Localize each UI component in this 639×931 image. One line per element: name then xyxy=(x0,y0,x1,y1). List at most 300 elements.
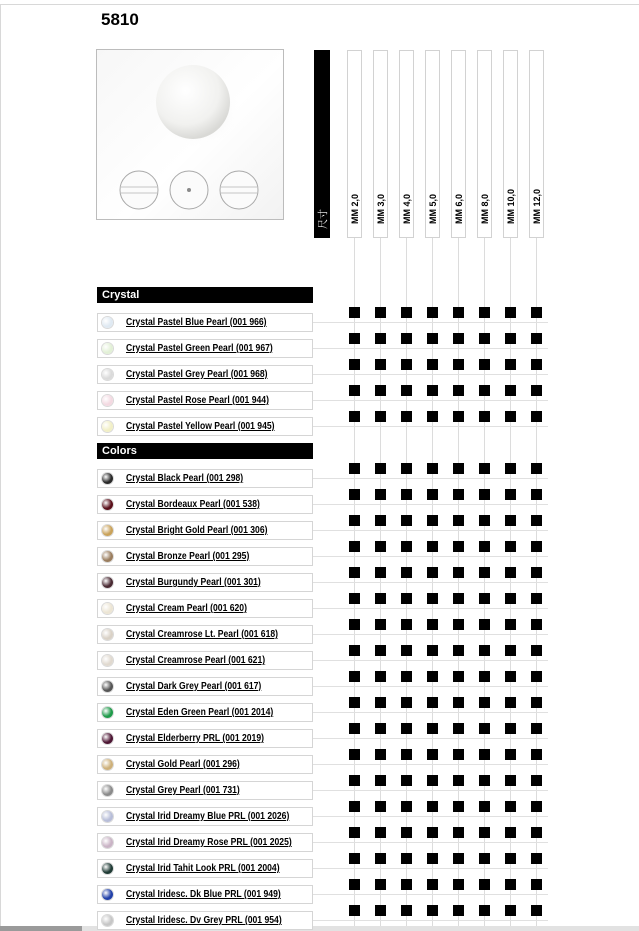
pearl-swatch-icon xyxy=(102,889,113,900)
color-row[interactable] xyxy=(97,807,313,826)
availability-mark xyxy=(401,801,412,812)
availability-mark xyxy=(427,723,438,734)
availability-mark xyxy=(401,645,412,656)
row-guide-line xyxy=(313,582,548,583)
color-name-link[interactable]: Crystal Pastel Blue Pearl (001 966) xyxy=(126,317,267,328)
availability-mark xyxy=(479,593,490,604)
availability-mark xyxy=(505,515,516,526)
availability-mark xyxy=(479,541,490,552)
availability-mark xyxy=(453,359,464,370)
availability-mark xyxy=(453,619,464,630)
availability-mark xyxy=(505,333,516,344)
color-name-link[interactable]: Crystal Bronze Pearl (001 295) xyxy=(126,551,250,562)
availability-mark xyxy=(479,749,490,760)
color-name-link[interactable]: Crystal Eden Green Pearl (001 2014) xyxy=(126,707,274,718)
row-guide-line xyxy=(313,920,548,921)
row-guide-line xyxy=(313,790,548,791)
color-row[interactable] xyxy=(97,677,313,696)
availability-mark xyxy=(349,749,360,760)
availability-mark xyxy=(349,853,360,864)
availability-mark xyxy=(375,775,386,786)
color-row[interactable] xyxy=(97,911,313,930)
availability-mark xyxy=(505,671,516,682)
availability-mark xyxy=(349,463,360,474)
availability-mark xyxy=(375,905,386,916)
availability-mark xyxy=(531,801,542,812)
size-label: 尺寸 xyxy=(318,209,330,229)
availability-mark xyxy=(453,489,464,500)
left-border xyxy=(0,4,1,931)
availability-mark xyxy=(427,827,438,838)
availability-mark xyxy=(505,463,516,474)
availability-mark xyxy=(401,489,412,500)
color-row[interactable] xyxy=(97,599,313,618)
availability-mark xyxy=(531,879,542,890)
row-guide-line xyxy=(313,868,548,869)
pearl-swatch-icon xyxy=(102,369,113,380)
availability-mark xyxy=(349,541,360,552)
row-guide-line xyxy=(313,322,548,323)
availability-mark xyxy=(505,307,516,318)
availability-mark xyxy=(349,489,360,500)
availability-mark xyxy=(401,333,412,344)
availability-mark xyxy=(349,697,360,708)
availability-mark xyxy=(349,567,360,578)
pearl-swatch-icon xyxy=(102,759,113,770)
size-column-header xyxy=(425,50,440,238)
availability-mark xyxy=(531,567,542,578)
availability-mark xyxy=(375,385,386,396)
availability-mark xyxy=(505,619,516,630)
color-row[interactable] xyxy=(97,755,313,774)
availability-mark xyxy=(505,775,516,786)
product-image xyxy=(96,49,284,220)
availability-mark xyxy=(479,905,490,916)
color-name-link[interactable]: Crystal Bright Gold Pearl (001 306) xyxy=(126,525,268,536)
availability-mark xyxy=(427,385,438,396)
pearl-illustration xyxy=(97,50,283,219)
color-name-link[interactable]: Crystal Creamrose Lt. Pearl (001 618) xyxy=(126,629,279,640)
availability-mark xyxy=(375,463,386,474)
availability-mark xyxy=(531,619,542,630)
availability-mark xyxy=(453,515,464,526)
size-column-header xyxy=(451,50,466,238)
size-label-text: MM 8,0 xyxy=(479,193,490,224)
availability-mark xyxy=(375,645,386,656)
color-row[interactable] xyxy=(97,469,313,488)
availability-mark xyxy=(479,853,490,864)
availability-mark xyxy=(479,827,490,838)
color-name-link[interactable]: Crystal Elderberry PRL (001 2019) xyxy=(126,733,265,744)
availability-mark xyxy=(427,593,438,604)
scrollbar-thumb[interactable] xyxy=(0,926,82,931)
color-row[interactable] xyxy=(97,391,313,410)
size-label-text: MM 5,0 xyxy=(427,193,438,224)
availability-mark xyxy=(505,359,516,370)
availability-mark xyxy=(453,593,464,604)
row-guide-line xyxy=(313,842,548,843)
pearl-swatch-icon xyxy=(102,551,113,562)
availability-mark xyxy=(453,645,464,656)
pearl-swatch-icon xyxy=(102,577,113,588)
row-guide-line xyxy=(313,686,548,687)
color-row[interactable] xyxy=(97,625,313,644)
availability-mark xyxy=(531,853,542,864)
availability-mark xyxy=(453,775,464,786)
pearl-swatch-icon xyxy=(102,629,113,640)
size-label-text: MM 6,0 xyxy=(453,193,464,224)
availability-mark xyxy=(401,515,412,526)
availability-mark xyxy=(375,307,386,318)
pearl-swatch-icon xyxy=(102,733,113,744)
color-row[interactable] xyxy=(97,313,313,332)
pearl-swatch-icon xyxy=(102,915,113,926)
availability-mark xyxy=(531,905,542,916)
availability-mark xyxy=(427,697,438,708)
availability-mark xyxy=(427,905,438,916)
availability-mark xyxy=(505,593,516,604)
availability-mark xyxy=(375,489,386,500)
availability-mark xyxy=(349,905,360,916)
pearl-swatch-icon xyxy=(102,603,113,614)
availability-mark xyxy=(401,359,412,370)
color-name-link[interactable]: Crystal Grey Pearl (001 731) xyxy=(126,785,240,796)
color-name-link[interactable]: Crystal Iridesc. Dk Blue PRL (001 949) xyxy=(126,889,281,900)
availability-mark xyxy=(531,463,542,474)
availability-mark xyxy=(349,411,360,422)
availability-mark xyxy=(427,333,438,344)
size-label-text: MM 2,0 xyxy=(349,193,360,224)
color-row[interactable] xyxy=(97,573,313,592)
availability-mark xyxy=(401,905,412,916)
availability-mark xyxy=(453,307,464,318)
availability-mark xyxy=(531,385,542,396)
availability-mark xyxy=(531,489,542,500)
availability-mark xyxy=(427,567,438,578)
availability-mark xyxy=(375,697,386,708)
availability-mark xyxy=(375,749,386,760)
pearl-swatch-icon xyxy=(102,863,113,874)
color-name-link[interactable]: Crystal Pastel Green Pearl (001 967) xyxy=(126,343,273,354)
availability-mark xyxy=(401,853,412,864)
color-row[interactable] xyxy=(97,885,313,904)
color-row[interactable] xyxy=(97,703,313,722)
row-guide-line xyxy=(313,426,548,427)
color-row[interactable] xyxy=(97,495,313,514)
availability-mark xyxy=(453,853,464,864)
availability-mark xyxy=(531,359,542,370)
availability-mark xyxy=(479,515,490,526)
availability-mark xyxy=(427,307,438,318)
size-column-header xyxy=(373,50,388,238)
availability-mark xyxy=(427,853,438,864)
pearl-swatch-icon xyxy=(102,343,113,354)
availability-mark xyxy=(401,385,412,396)
availability-mark xyxy=(505,567,516,578)
availability-mark xyxy=(349,801,360,812)
row-guide-line xyxy=(313,764,548,765)
availability-mark xyxy=(505,697,516,708)
size-label-bar xyxy=(314,50,330,238)
availability-mark xyxy=(505,879,516,890)
availability-mark xyxy=(349,645,360,656)
availability-mark xyxy=(505,749,516,760)
availability-mark xyxy=(479,307,490,318)
availability-mark xyxy=(531,697,542,708)
availability-mark xyxy=(479,801,490,812)
color-name-link[interactable]: Crystal Pastel Yellow Pearl (001 945) xyxy=(126,421,275,432)
color-name-link[interactable]: Crystal Dark Grey Pearl (001 617) xyxy=(126,681,262,692)
availability-mark xyxy=(479,775,490,786)
availability-mark xyxy=(401,879,412,890)
availability-mark xyxy=(453,905,464,916)
color-name-link[interactable]: Crystal Pastel Rose Pearl (001 944) xyxy=(126,395,269,406)
row-guide-line xyxy=(313,608,548,609)
pearl-swatch-icon xyxy=(102,473,113,484)
pearl-swatch-icon xyxy=(102,525,113,536)
availability-mark xyxy=(479,619,490,630)
pearl-swatch-icon xyxy=(102,811,113,822)
size-column-header xyxy=(477,50,492,238)
availability-mark xyxy=(453,411,464,422)
color-name-link[interactable]: Crystal Pastel Grey Pearl (001 968) xyxy=(126,369,268,380)
availability-mark xyxy=(375,801,386,812)
row-guide-line xyxy=(313,400,548,401)
availability-mark xyxy=(427,801,438,812)
availability-mark xyxy=(401,697,412,708)
availability-mark xyxy=(479,411,490,422)
availability-mark xyxy=(401,749,412,760)
availability-mark xyxy=(531,645,542,656)
availability-mark xyxy=(453,827,464,838)
availability-mark xyxy=(401,827,412,838)
availability-mark xyxy=(505,645,516,656)
availability-mark xyxy=(453,879,464,890)
row-guide-line xyxy=(313,894,548,895)
availability-mark xyxy=(479,723,490,734)
size-column-header xyxy=(399,50,414,238)
color-name-link[interactable]: Crystal Bordeaux Pearl (001 538) xyxy=(126,499,260,510)
row-guide-line xyxy=(313,374,548,375)
availability-mark xyxy=(427,541,438,552)
color-row[interactable] xyxy=(97,547,313,566)
size-label-text: MM 10,0 xyxy=(505,188,516,224)
pearl-swatch-icon xyxy=(102,785,113,796)
size-column-header xyxy=(529,50,544,238)
color-row[interactable] xyxy=(97,859,313,878)
availability-mark xyxy=(531,827,542,838)
row-guide-line xyxy=(313,816,548,817)
availability-mark xyxy=(505,411,516,422)
availability-mark xyxy=(427,645,438,656)
availability-mark xyxy=(531,333,542,344)
row-guide-line xyxy=(313,530,548,531)
availability-mark xyxy=(401,307,412,318)
availability-mark xyxy=(453,567,464,578)
section-header-colors: Colors xyxy=(97,443,313,459)
availability-mark xyxy=(427,749,438,760)
availability-mark xyxy=(349,671,360,682)
pearl-swatch-icon xyxy=(102,499,113,510)
availability-mark xyxy=(401,671,412,682)
pearl-swatch-icon xyxy=(102,395,113,406)
availability-mark xyxy=(479,697,490,708)
row-guide-line xyxy=(313,556,548,557)
row-guide-line xyxy=(313,634,548,635)
availability-mark xyxy=(479,385,490,396)
color-name-link[interactable]: Crystal Irid Dreamy Rose PRL (001 2025) xyxy=(126,837,292,848)
availability-mark xyxy=(531,671,542,682)
availability-mark xyxy=(375,619,386,630)
size-label-text: MM 12,0 xyxy=(531,188,542,224)
availability-mark xyxy=(375,515,386,526)
pearl-swatch-icon xyxy=(102,837,113,848)
availability-mark xyxy=(531,541,542,552)
availability-mark xyxy=(375,541,386,552)
availability-mark xyxy=(427,489,438,500)
availability-mark xyxy=(479,333,490,344)
availability-mark xyxy=(427,411,438,422)
availability-mark xyxy=(401,593,412,604)
availability-mark xyxy=(375,723,386,734)
availability-mark xyxy=(531,775,542,786)
availability-mark xyxy=(453,463,464,474)
availability-mark xyxy=(531,593,542,604)
availability-mark xyxy=(375,567,386,578)
availability-mark xyxy=(505,905,516,916)
availability-mark xyxy=(349,359,360,370)
availability-mark xyxy=(453,671,464,682)
availability-mark xyxy=(505,541,516,552)
availability-mark xyxy=(401,567,412,578)
color-row[interactable] xyxy=(97,729,313,748)
availability-mark xyxy=(401,775,412,786)
availability-mark xyxy=(453,333,464,344)
availability-mark xyxy=(349,307,360,318)
availability-mark xyxy=(375,359,386,370)
color-name-link[interactable]: Crystal Irid Dreamy Blue PRL (001 2026) xyxy=(126,811,290,822)
availability-mark xyxy=(427,515,438,526)
availability-mark xyxy=(349,723,360,734)
top-border xyxy=(0,4,639,5)
availability-mark xyxy=(349,619,360,630)
availability-mark xyxy=(427,359,438,370)
row-guide-line xyxy=(313,738,548,739)
row-guide-line xyxy=(313,504,548,505)
availability-mark xyxy=(375,333,386,344)
size-label-text: MM 4,0 xyxy=(401,193,412,224)
row-guide-line xyxy=(313,712,548,713)
availability-mark xyxy=(505,853,516,864)
availability-mark xyxy=(427,619,438,630)
row-guide-line xyxy=(313,660,548,661)
availability-mark xyxy=(531,515,542,526)
availability-mark xyxy=(427,671,438,682)
availability-mark xyxy=(375,827,386,838)
color-name-link[interactable]: Crystal Black Pearl (001 298) xyxy=(126,473,244,484)
availability-mark xyxy=(427,775,438,786)
availability-mark xyxy=(401,463,412,474)
availability-mark xyxy=(505,723,516,734)
color-row[interactable] xyxy=(97,521,313,540)
color-name-link[interactable]: Crystal Gold Pearl (001 296) xyxy=(126,759,240,770)
availability-mark xyxy=(505,489,516,500)
pearl-swatch-icon xyxy=(102,681,113,692)
availability-mark xyxy=(505,827,516,838)
availability-mark xyxy=(375,593,386,604)
availability-mark xyxy=(479,645,490,656)
pearl-swatch-icon xyxy=(102,655,113,666)
availability-mark xyxy=(453,723,464,734)
row-guide-line xyxy=(313,348,548,349)
availability-mark xyxy=(349,775,360,786)
availability-mark xyxy=(531,411,542,422)
horizontal-scrollbar[interactable] xyxy=(0,926,639,931)
availability-mark xyxy=(375,671,386,682)
availability-mark xyxy=(453,749,464,760)
availability-mark xyxy=(453,801,464,812)
availability-mark xyxy=(349,333,360,344)
color-name-link[interactable]: Crystal Iridesc. Dv Grey PRL (001 954) xyxy=(126,915,282,926)
availability-mark xyxy=(349,827,360,838)
availability-mark xyxy=(479,359,490,370)
pearl-swatch-icon xyxy=(102,707,113,718)
color-row[interactable] xyxy=(97,781,313,800)
pearl-swatch-icon xyxy=(102,317,113,328)
color-row[interactable] xyxy=(97,651,313,670)
availability-mark xyxy=(479,463,490,474)
color-row[interactable] xyxy=(97,833,313,852)
color-row[interactable] xyxy=(97,339,313,358)
pearl-swatch-icon xyxy=(102,421,113,432)
availability-mark xyxy=(453,541,464,552)
availability-mark xyxy=(453,385,464,396)
availability-mark xyxy=(453,697,464,708)
availability-mark xyxy=(531,307,542,318)
availability-mark xyxy=(531,723,542,734)
availability-mark xyxy=(505,801,516,812)
availability-mark xyxy=(401,411,412,422)
availability-mark xyxy=(375,411,386,422)
availability-mark xyxy=(375,853,386,864)
availability-mark xyxy=(349,515,360,526)
availability-mark xyxy=(479,879,490,890)
availability-mark xyxy=(479,489,490,500)
availability-mark xyxy=(349,879,360,890)
color-name-link[interactable]: Crystal Irid Tahit Look PRL (001 2004) xyxy=(126,863,280,874)
availability-mark xyxy=(401,541,412,552)
color-row[interactable] xyxy=(97,365,313,384)
product-code-title: 5810 xyxy=(101,10,139,29)
availability-mark xyxy=(349,385,360,396)
availability-mark xyxy=(427,463,438,474)
availability-mark xyxy=(401,723,412,734)
availability-mark xyxy=(479,671,490,682)
row-guide-line xyxy=(313,478,548,479)
color-name-link[interactable]: Crystal Burgundy Pearl (001 301) xyxy=(126,577,261,588)
section-header-crystal: Crystal xyxy=(97,287,313,303)
availability-mark xyxy=(375,879,386,890)
color-name-link[interactable]: Crystal Cream Pearl (001 620) xyxy=(126,603,247,614)
availability-mark xyxy=(505,385,516,396)
color-name-link[interactable]: Crystal Creamrose Pearl (001 621) xyxy=(126,655,266,666)
availability-mark xyxy=(401,619,412,630)
availability-mark xyxy=(479,567,490,578)
availability-mark xyxy=(427,879,438,890)
size-column-header xyxy=(503,50,518,238)
availability-mark xyxy=(531,749,542,760)
color-row[interactable] xyxy=(97,417,313,436)
